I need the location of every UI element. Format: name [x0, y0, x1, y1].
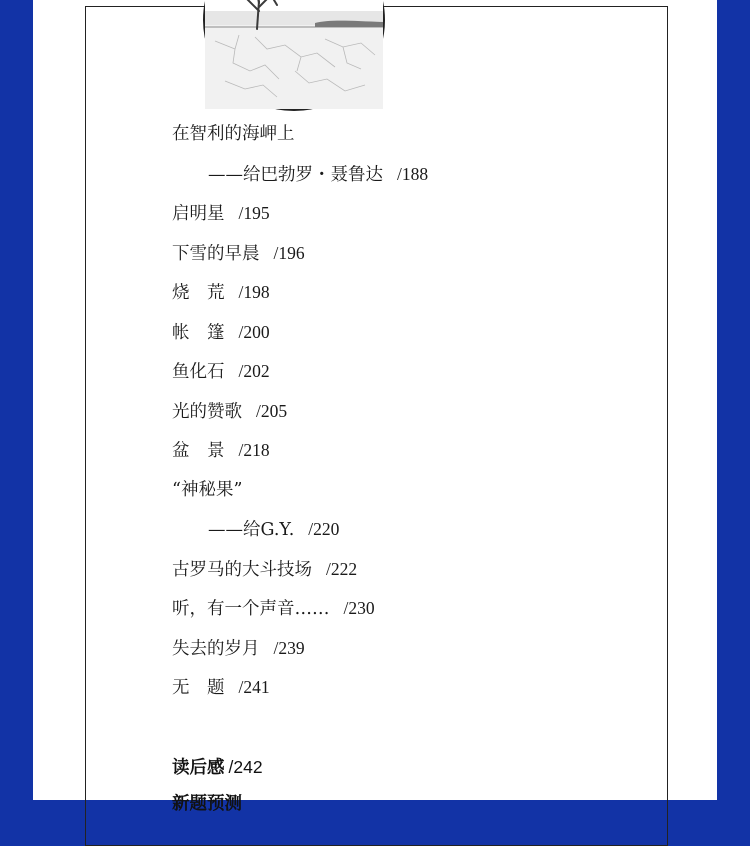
toc-entry-title: 启明星: [172, 204, 225, 224]
section-heading-reading-reflection[interactable]: [172, 752, 263, 783]
toc-entry-page-number: /198: [238, 282, 270, 302]
toc-entry-title: 在智利的海岬上: [172, 124, 295, 144]
table-of-contents: [172, 119, 692, 712]
desert-dead-tree-illustration-icon: [203, 0, 385, 111]
toc-entry[interactable]: [172, 672, 692, 712]
toc-entry-page-number: /200: [238, 321, 270, 342]
toc-entry-page-number: /188: [397, 163, 429, 184]
book-page: [33, 0, 717, 814]
toc-entry-title: 无 题: [172, 678, 225, 698]
section-next-title: 新题预测: [172, 794, 242, 814]
toc-entry-title: 光的赞歌: [172, 401, 242, 422]
toc-entry[interactable]: [172, 593, 692, 633]
toc-entry-page-number: /196: [273, 242, 305, 263]
toc-entry[interactable]: [172, 475, 692, 515]
toc-entry[interactable]: [172, 119, 692, 159]
toc-entry-page-number: /218: [238, 440, 270, 460]
toc-entry-title: 听，有一个声音……: [172, 599, 330, 619]
section-page-number: /242: [228, 757, 263, 777]
toc-entry[interactable]: [172, 317, 692, 357]
toc-entry-page-number: /230: [343, 598, 375, 618]
toc-entry-page-number: /220: [308, 519, 340, 539]
toc-entry-title: 失去的岁月: [172, 638, 260, 659]
toc-entry[interactable]: [172, 277, 692, 317]
toc-entry-title: 盆 景: [172, 441, 225, 461]
toc-entry[interactable]: [172, 554, 692, 594]
toc-entry-title: ——给巴勃罗・聂鲁达: [208, 164, 383, 185]
toc-entry[interactable]: [172, 356, 692, 396]
toc-entry-page-number: /239: [273, 637, 305, 658]
toc-dedication-line[interactable]: [172, 159, 692, 199]
toc-dedication-line[interactable]: [172, 514, 692, 554]
toc-entry-page-number: /195: [238, 203, 270, 223]
toc-entry[interactable]: [172, 198, 692, 238]
toc-entry-title: “神秘果”: [172, 479, 243, 500]
toc-entry-title: 下雪的早晨: [172, 243, 260, 264]
toc-entry-page-number: /241: [238, 677, 270, 697]
toc-entry[interactable]: [172, 396, 692, 436]
section-heading-next[interactable]: [172, 789, 242, 819]
toc-entry[interactable]: [172, 238, 692, 278]
toc-entry-title: 烧 荒: [172, 283, 225, 303]
toc-entry-title: 帐 篷: [172, 322, 225, 343]
toc-entry-page-number: /205: [256, 400, 288, 421]
toc-entry-page-number: /202: [238, 361, 270, 381]
toc-entry-title: ——给G.Y.: [208, 520, 295, 540]
toc-entry[interactable]: [172, 435, 692, 475]
toc-entry[interactable]: [172, 633, 692, 673]
toc-entry-page-number: /222: [326, 558, 358, 579]
toc-entry-title: 古罗马的大斗技场: [172, 559, 312, 580]
toc-entry-title: 鱼化石: [172, 362, 225, 382]
section-title: 读后感: [172, 758, 225, 778]
